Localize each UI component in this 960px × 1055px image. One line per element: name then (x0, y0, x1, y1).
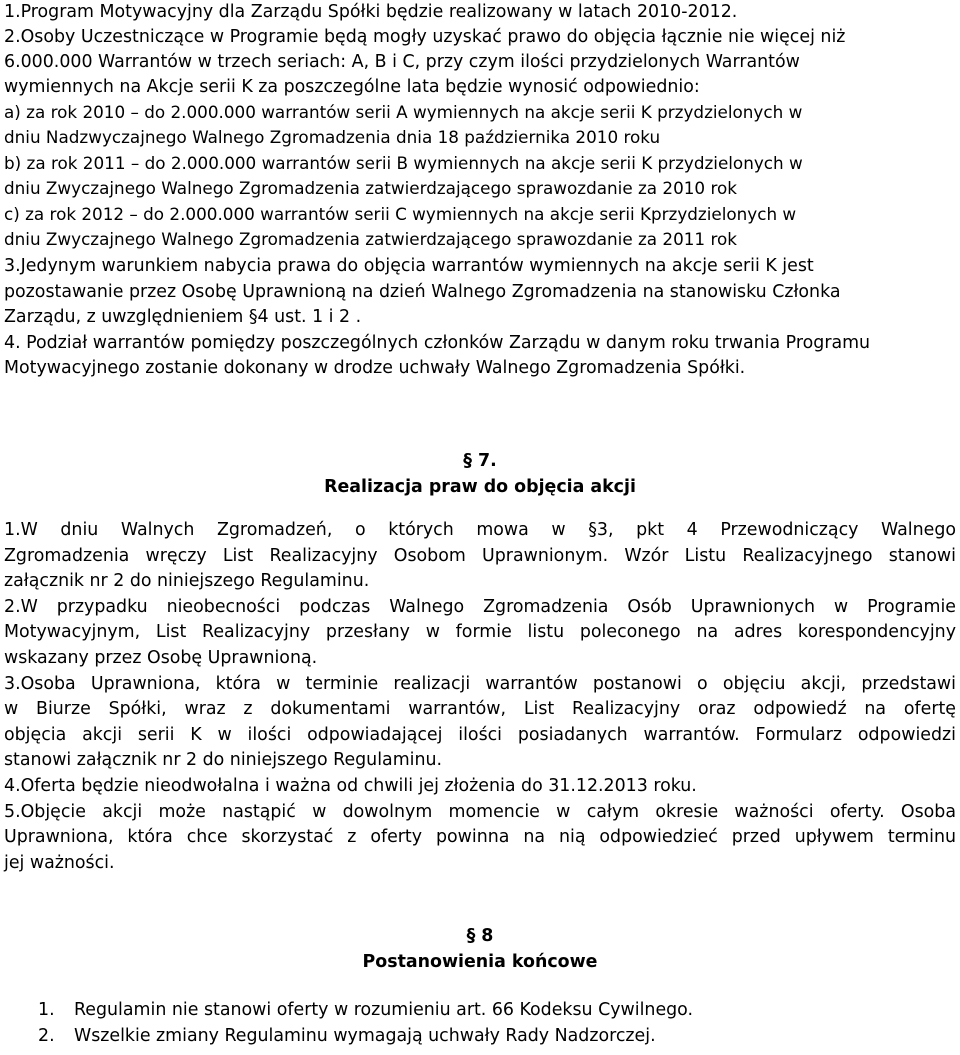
section-8-number: § 8 (466, 926, 494, 946)
section-7-number: § 7. (463, 451, 497, 471)
list-item-number: 2. (38, 1026, 55, 1046)
item-b-line-1: b) za rok 2011 – do 2.000.000 warrantów serii B wymiennych na akcje serii K przydzielonych w (4, 153, 803, 173)
item-c-line-2: dniu Zwyczajnego Walnego Zgromadzenia zatwierdzającego sprawozdanie za 2011 rok (4, 229, 737, 249)
list-item-text: Regulamin nie stanowi oferty w rozumieniu art. 66 Kodeksu Cywilnego. (74, 1000, 694, 1020)
paragraph-3-line-1: 3.Jedynym warunkiem nabycia prawa do objęcia warrantów wymiennych na akcje serii K jest (4, 256, 814, 276)
s7-paragraph-2-line-1: 2.W przypadku nieobecności podczas Walnego Zgromadzenia Osób Uprawnionych w Programie (4, 597, 956, 617)
section-8-title: Postanowienia końcowe (362, 952, 598, 972)
s7-paragraph-5-line-2: Uprawniona, która chce skorzystać z oferty powinna na nią odpowiedzieć przed upływem terminu (4, 827, 956, 847)
s7-paragraph-3-line-4: stanowi załącznik nr 2 do niniejszego Regulaminu. (4, 750, 443, 770)
s7-paragraph-4: 4.Oferta będzie nieodwołalna i ważna od chwili jej złożenia do 31.12.2013 roku. (4, 776, 697, 796)
s7-paragraph-3-line-1: 3.Osoba Uprawniona, która w terminie realizacji warrantów postanowi o objęciu akcji, przedstawi (4, 674, 956, 694)
s7-paragraph-1-line-2: Zgromadzenia wręczy List Realizacyjny Osobom Uprawnionym. Wzór Listu Realizacyjnego stanowi (4, 546, 956, 566)
paragraph-4-line-2: Motywacyjnego zostanie dokonany w drodze uchwały Walnego Zgromadzenia Spółki. (4, 358, 746, 378)
item-b-line-2: dniu Zwyczajnego Walnego Zgromadzenia zatwierdzającego sprawozdanie za 2010 rok (4, 178, 737, 198)
s7-paragraph-3-line-2: w Biurze Spółki, wraz z dokumentami warrantów, List Realizacyjny oraz odpowiedź na ofertę (4, 699, 956, 719)
s7-paragraph-2-line-2: Motywacyjnym, List Realizacyjny przesłany w formie listu poleconego na adres korespondencyjny (4, 622, 956, 642)
paragraph-2-line-2: 6.000.000 Warrantów w trzech seriach: A, B i C, przy czym ilości przydzielonych Warrantów (4, 52, 800, 72)
item-a-line-2: dniu Nadzwyczajnego Walnego Zgromadzenia dnia 18 października 2010 roku (4, 127, 661, 147)
s7-paragraph-5-line-1: 5.Objęcie akcji może nastąpić w dowolnym momencie w całym okresie ważności oferty. Osoba (4, 802, 956, 822)
paragraph-2-line-3: wymiennych na Akcje serii K za poszczególne lata będzie wynosić odpowiednio: (4, 77, 700, 97)
s7-paragraph-1-line-3: załącznik nr 2 do niniejszego Regulaminu. (4, 571, 370, 591)
paragraph-4-line-1: 4. Podział warrantów pomiędzy poszczególnych członków Zarządu w danym roku trwania Programu (4, 333, 871, 353)
paragraph-3-line-3: Zarządu, z uwzględnieniem §4 ust. 1 i 2 . (4, 307, 362, 327)
item-a-line-1: a) za rok 2010 – do 2.000.000 warrantów serii A wymiennych na akcje serii K przydzielonych w (4, 102, 803, 122)
s7-paragraph-1-line-1: 1.W dniu Walnych Zgromadzeń, o których mowa w §3, pkt 4 Przewodniczący Walnego (4, 520, 956, 540)
section-7-title: Realizacja praw do objęcia akcji (324, 477, 636, 497)
paragraph-2-line-1: 2.Osoby Uczestniczące w Programie będą mogły uzyskać prawo do objęcia łącznie nie więcej niż (4, 27, 846, 47)
s7-paragraph-5-line-3: jej ważności. (4, 853, 115, 873)
s7-paragraph-2-line-3: wskazany przez Osobę Uprawnioną. (4, 648, 318, 668)
s7-paragraph-3-line-3: objęcia akcji serii K w ilości odpowiadającej ilości posiadanych warrantów. Formularz odpowiedzi (4, 725, 956, 745)
list-item-number: 1. (38, 1000, 55, 1020)
paragraph-1: 1.Program Motywacyjny dla Zarządu Spółki będzie realizowany w latach 2010-2012. (4, 2, 738, 22)
list-item-text: Wszelkie zmiany Regulaminu wymagają uchwały Rady Nadzorczej. (74, 1026, 656, 1046)
item-c-line-1: c) za rok 2012 – do 2.000.000 warrantów serii C wymiennych na akcje serii Kprzydzielonych w (4, 204, 797, 224)
paragraph-3-line-2: pozostawanie przez Osobę Uprawnioną na dzień Walnego Zgromadzenia na stanowisku Członka (4, 282, 841, 302)
